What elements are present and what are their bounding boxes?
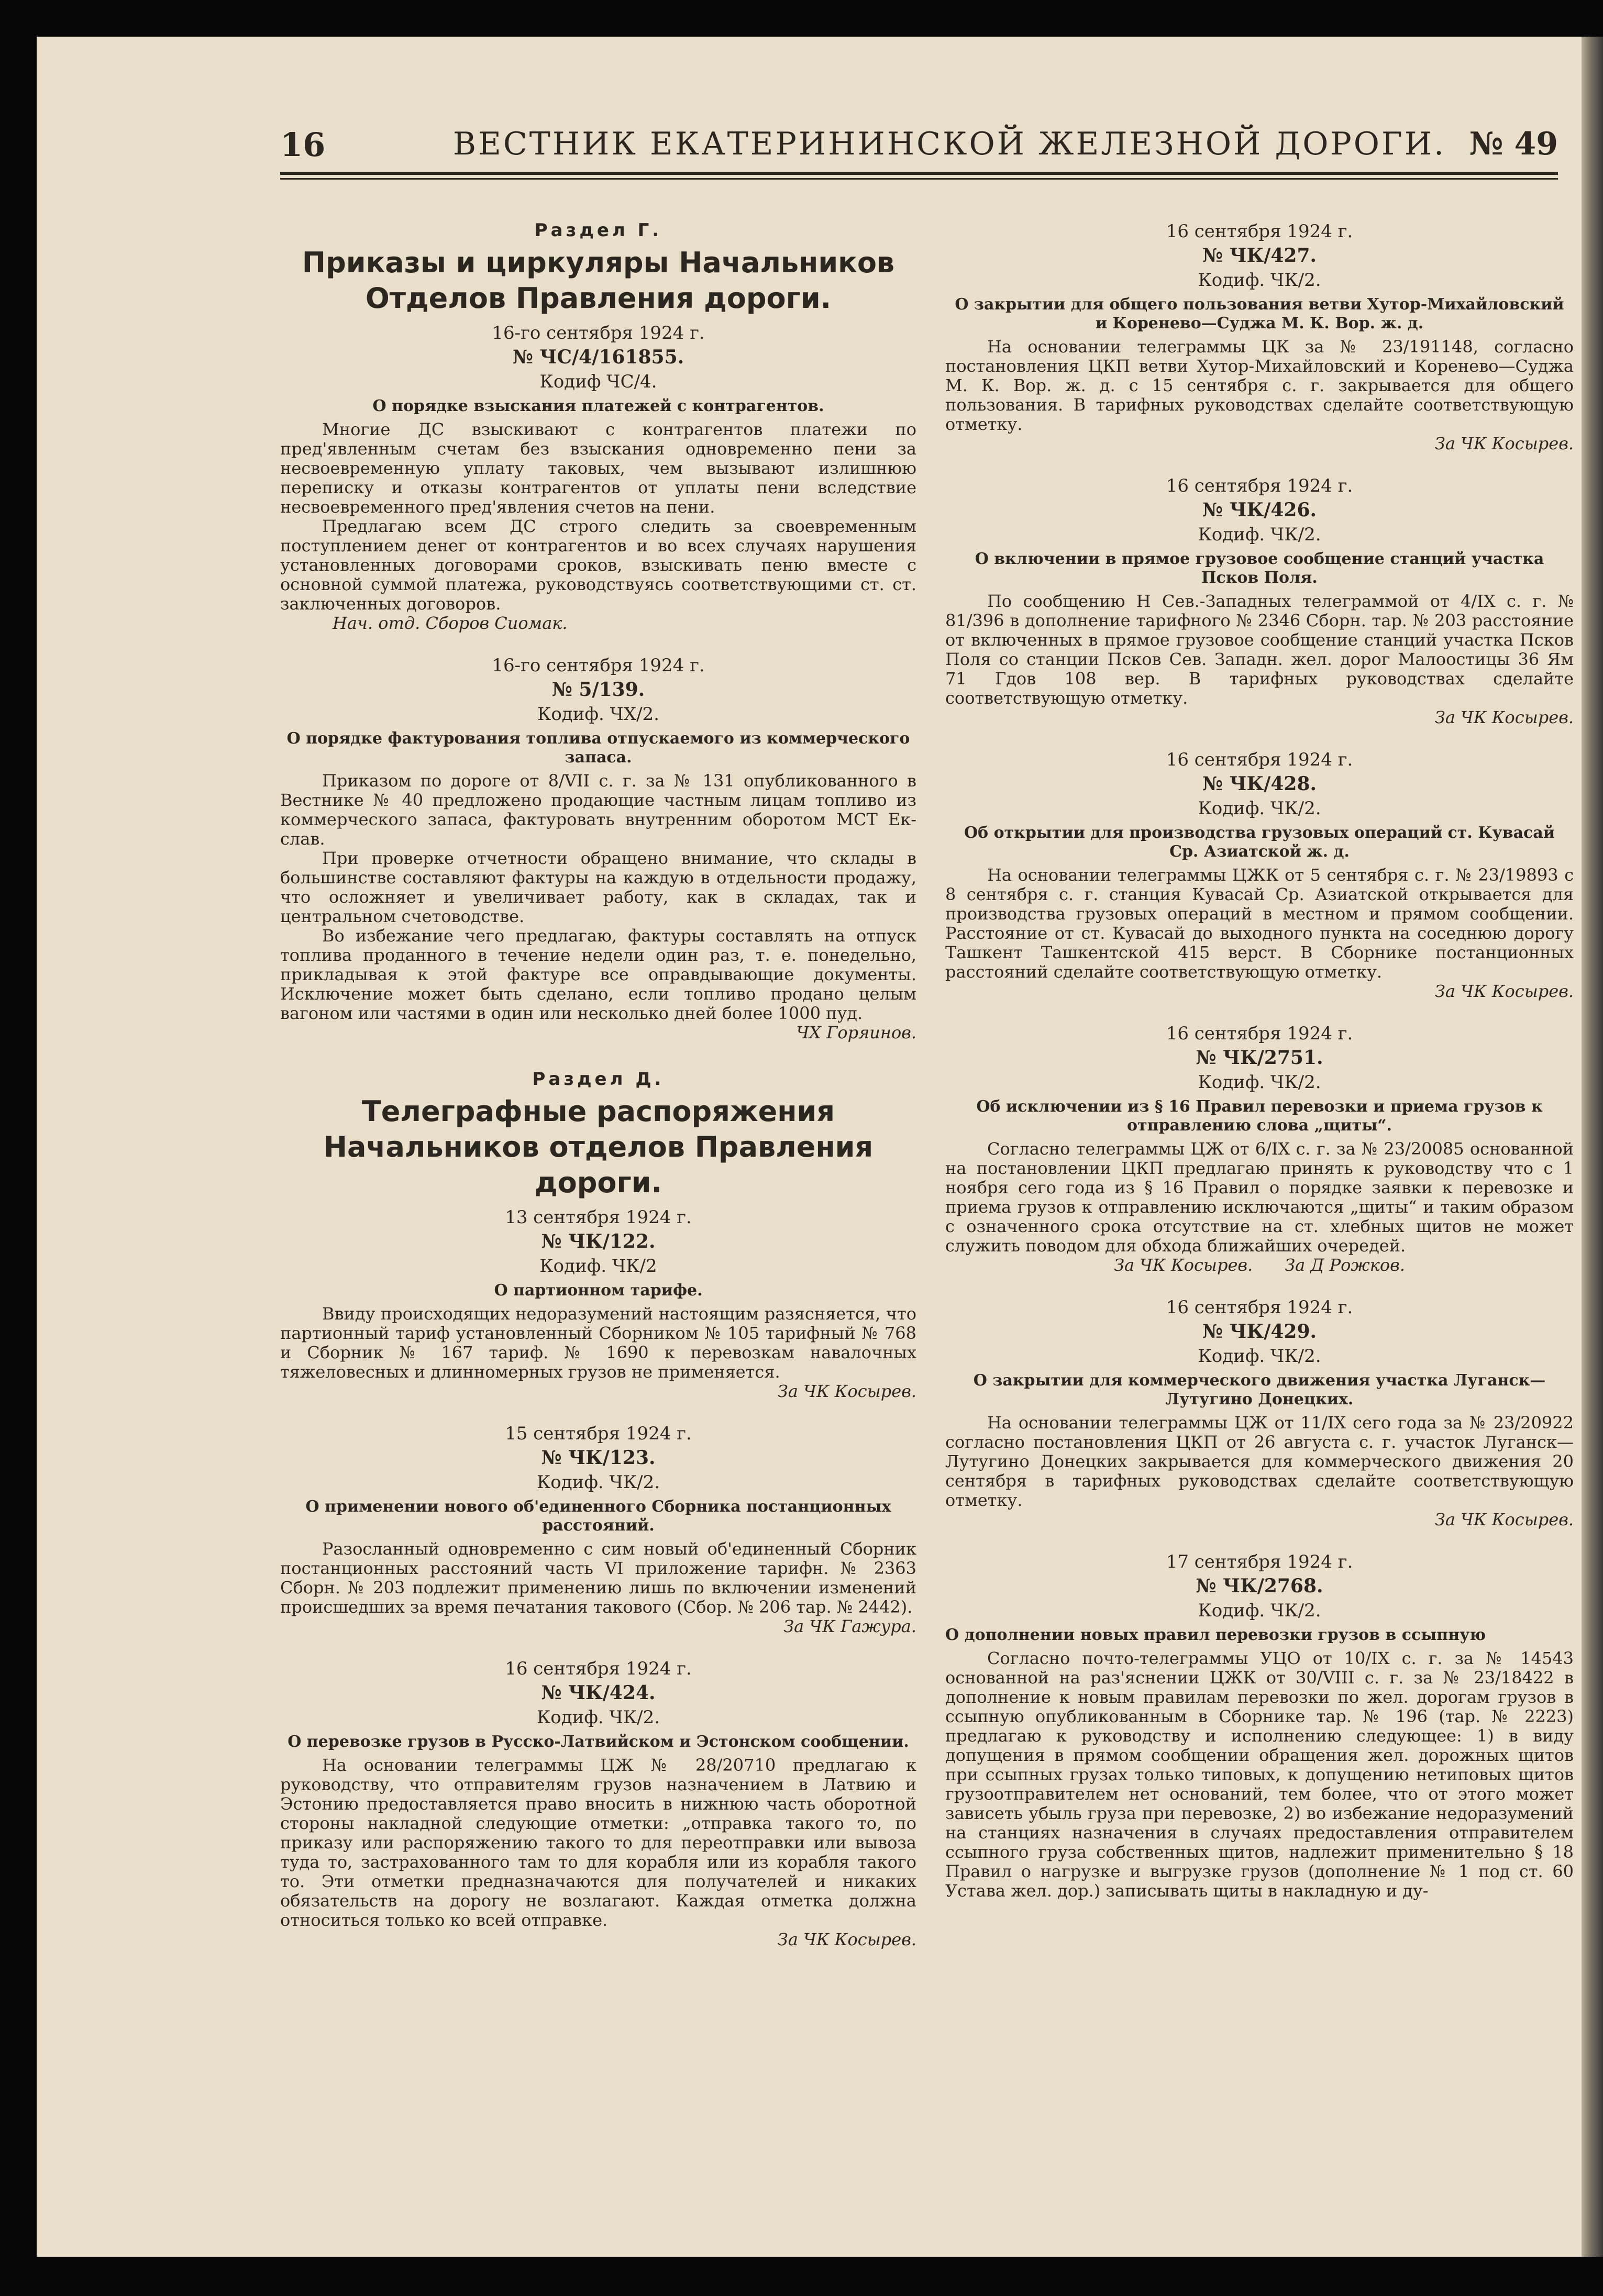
order-title: О закрытии для коммерческого движения участка Луганск—Лутугино Донецких. [973, 1371, 1546, 1408]
order-date: 16-го сентября 1924 г. [492, 655, 705, 676]
order-paragraph: Предлагаю всем ДС строго следить за своевременным поступлением денег от контрагентов и во всех случаях нарушения установленных договорами сроков, взыскивать пеню вместе с основной суммой платежа, руководствуясь соответствующими ст. ст. заключенных договоров. [280, 516, 916, 614]
order-date: 16 сентября 1924 г. [1166, 749, 1353, 770]
section-label: Раздел Д. [532, 1069, 665, 1090]
order-codif: Кодиф ЧС/4. [539, 371, 657, 392]
order-signature: ЧХ Горяинов. [796, 1023, 916, 1042]
order-title: Об открытии для производства грузовых операций ст. Кувасай Ср. Азиатской ж. д. [964, 824, 1555, 861]
order-codif: Кодиф. ЧК/2 [539, 1256, 657, 1277]
order-paragraph: Разосланный одновременно с сим новый об'единенный Сборник постанционных расстояний часть VI приложение тарифн. № 2363 Сборн. № 203 подлежит применению лишь по включении изменений происшедших за время печатания такового (Сбор. № 206 тар. № 2442). [280, 1539, 916, 1617]
order-number: № ЧК/424. [541, 1682, 656, 1704]
order-date: 16 сентября 1924 г. [1166, 1297, 1353, 1318]
order-date: 16 сентября 1924 г. [1166, 1023, 1353, 1044]
right-column [945, 220, 1574, 1901]
order-paragraph: Во избежание чего предлагаю, фактуры составлять на отпуск топлива проданного в течение недели один раз, т. е. понедельно, прикладывая к этой фактуре все оправдывающие документы. Исключение может быть сделано, если топливо продано целым вагоном или частями в один или несколько дней более 1000 пуд. [280, 926, 916, 1023]
order-signature: Нач. отд. Сборов Сиомак. [333, 613, 568, 633]
order-codif: Кодиф. ЧК/2. [536, 1472, 660, 1493]
order-item [945, 474, 1574, 727]
order-signature: За ЧК Гажура. [783, 1616, 916, 1636]
order-paragraph: На основании телеграммы ЦЖ от 11/IX сего года за № 23/20922 согласно постановления ЦКП от 26 августа с. г. участок Луганск—Лутугино Донецких закрывается для коммерческого движения 20 сентября в тарифных руководствах сделайте соответствующую отметку. [945, 1413, 1574, 1510]
order-codif: Кодиф. ЧК/2. [1198, 1072, 1321, 1093]
order-codif: Кодиф. ЧХ/2. [537, 704, 659, 725]
order-number: № ЧК/122. [541, 1230, 656, 1252]
order-number: № ЧС/4/161855. [512, 346, 684, 368]
order-number: № ЧК/123. [541, 1447, 656, 1469]
binding-edge [1582, 37, 1603, 2257]
order-item [280, 1206, 916, 1401]
order-codif: Кодиф. ЧК/2. [536, 1707, 660, 1728]
order-number: № 5/139. [551, 679, 645, 701]
page-number: 16 [280, 126, 326, 164]
order-title: Об исключении из § 16 Правил перевозки и приема грузов к отправлению слова „щиты“. [976, 1097, 1543, 1135]
order-signature: За ЧК Косырев. [777, 1381, 916, 1401]
order-signature: За ЧК Косырев. [1434, 1510, 1574, 1529]
order-title: О перевозке грузов в Русско-Латвийском и Эстонском сообщении. [288, 1733, 909, 1751]
order-paragraph: На основании телеграммы ЦК за № 23/191148, согласно постановления ЦКП ветви Хутор-Михайловский и Коренево—Суджа М. К. Вор. ж. д. с 15 сентября с. г. закрывается для общего пользования. В тарифных руководствах сделайте соответствующую отметку. [945, 337, 1574, 434]
order-item [280, 1657, 916, 1949]
order-paragraph: Ввиду происходящих недоразумений настоящим разясняется, что партионный тариф установленный Сборником № 105 тарифный № 768 и Сборник № 167 тариф. № 1690 к перевозкам навалочных тяжеловесных и длинномерных грузов не применяется. [280, 1304, 916, 1382]
order-title: О применении нового об'единенного Сборника постанционных расстояний. [305, 1498, 891, 1535]
order-item [280, 321, 916, 633]
order-paragraph: На основании телеграммы ЦЖ № 28/20710 предлагаю к руководству, что отправителям грузов назначением в Латвию и Эстонию предоставляется право вносить в нижнюю часть оборотной стороны накладной следующие отметки: „отправка такого то, по приказу или распоряжению такого то для переотправки или вывоза туда то, застрахованного там то для корабля или из корабля такого то. Эти отметки предназначаются для получателей и никаких обязательств на дорогу не возлагают. Каждая отметка должна относиться только ко всей отправке. [280, 1755, 916, 1930]
order-item [280, 654, 916, 1042]
order-date: 13 сентября 1924 г. [505, 1207, 692, 1228]
order-codif: Кодиф. ЧК/2. [1198, 524, 1321, 545]
order-signature: За ЧК Косырев. [777, 1929, 916, 1949]
order-codif: Кодиф. ЧК/2. [1198, 1346, 1321, 1367]
order-date: 16 сентября 1924 г. [505, 1658, 692, 1679]
order-paragraph: Приказом по дороге от 8/VII с. г. за № 131 опубликованного в Вестнике № 40 предложено продающие частным лицам топливо из коммерческого запаса, фактуровать внутренним оборотом МСТ Ек-слав. [280, 771, 916, 849]
order-title: О дополнении новых правил перевозки грузов в ссыпную [945, 1626, 1486, 1644]
order-item [945, 220, 1574, 453]
order-date: 16 сентября 1924 г. [1166, 221, 1353, 242]
order-title: О партионном тарифе. [494, 1281, 703, 1300]
order-item [280, 1422, 916, 1636]
order-codif: Кодиф. ЧК/2. [1198, 1600, 1321, 1621]
order-number: № ЧК/2768. [1196, 1575, 1323, 1597]
order-title: О порядке фактурования топлива отпускаемого из коммерческого запаса. [286, 729, 910, 767]
order-date: 15 сентября 1924 г. [505, 1423, 692, 1444]
order-paragraph: При проверке отчетности обращено внимание, что склады в большинстве составляют фактуры на каждую в отдельности продажу, что осложняет и увеличивает работу, как в складах, так и центральном счетоводстве. [280, 848, 916, 926]
order-number: № ЧК/426. [1202, 499, 1317, 521]
order-item [945, 1550, 1574, 1901]
order-title: О включении в прямое грузовое сообщение станций участка Псков Поля. [975, 550, 1544, 587]
order-signature: За ЧК Косырев. [1434, 707, 1574, 727]
order-title: О порядке взыскания платежей с контрагентов. [372, 397, 824, 415]
order-item [945, 1296, 1574, 1529]
page-header [280, 126, 1558, 183]
order-item [945, 1022, 1574, 1275]
order-number: № ЧК/429. [1202, 1321, 1317, 1343]
order-paragraph: На основании телеграммы ЦЖК от 5 сентября с. г. № 23/19893 с 8 сентября с. г. станция Кувасай Ср. Азиатской открывается для производства грузовых операций в местном и прямом сообщении. Расстояние от ст. Кувасай до выходного пункта на соседнюю дорогу Ташкент Ташкентской 415 верст. В Сборнике постанционных расстояний сделайте соответствующую отметку. [945, 865, 1574, 982]
order-number: № ЧК/427. [1202, 245, 1317, 267]
order-paragraph: Многие ДС взыскивают с контрагентов платежи по пред'явленным счетам без взыскания одновременно пени за несвоевременную уплату таковых, чем вызывают излишнюю переписку и отказы контрагентов от уплаты пени вследствие несвоевременного пред'явления счетов на пени. [280, 419, 916, 517]
newspaper-page [37, 37, 1603, 2257]
order-item [945, 748, 1574, 1001]
section-label: Раздел Г. [534, 220, 662, 241]
section-title: Телеграфные распоряжения Начальников отделов Правления дороги. [323, 1095, 874, 1199]
header-rule-thin [280, 178, 1558, 180]
order-signature: За ЧК Косырев. За Д Рожков. [1114, 1255, 1405, 1275]
header-rule [280, 172, 1558, 175]
order-date: 16-го сентября 1924 г. [492, 323, 705, 343]
journal-title: ВЕСТНИК ЕКАТЕРИНИНСКОЙ ЖЕЛЕЗНОЙ ДОРОГИ. [453, 126, 1446, 162]
order-codif: Кодиф. ЧК/2. [1198, 798, 1321, 819]
order-paragraph: Согласно почто-телеграммы УЦО от 10/IX с. г. за № 14543 основанной на раз'яснении ЦЖК от 30/VIII с. г. за № 23/18422 в дополнение к новым правилам перевозки по жел. дорогам грузов в ссыпную опубликованным в Сборнике тар. № 196 (тар. № 2223) предлагаю к руководству и исполнению следующее: 1) в виду допущения в прямом сообщении обращения жел. дорожных щитов при ссыпных грузах только типовых, к допущению нетиповых щитов грузоотправителем нет оснований, тем более, что от этого может зависеть убыль груза при перевозке, 2) во избежание недоразумений на станциях назначения в случаях предоставления отправителем ссыпного груза собственных щитов, надлежит применительно § 18 Правил о нагрузке и выгрузке грузов (дополнение № 1 под ст. 60 Устава жел. дор.) записывать щиты в накладную и ду- [945, 1648, 1574, 1901]
order-date: 17 сентября 1924 г. [1166, 1551, 1353, 1572]
order-codif: Кодиф. ЧК/2. [1198, 270, 1321, 291]
order-title: О закрытии для общего пользования ветви Хутор-Михайловский и Коренево—Суджа М. К. Вор. ж. д. [955, 295, 1564, 332]
left-column [280, 220, 916, 1949]
section-title: Приказы и циркуляры Начальников Отделов Правления дороги. [302, 246, 895, 315]
order-paragraph: По сообщению Н Сев.-Западных телеграммой от 4/IX с. г. № 81/396 в дополнение тарифного № 2346 Сборн. тар. № 203 расстояние от включенных в прямое грузовое сообщение станций участка Псков Поля со станции Псков Сев. Западн. жел. дорог Малоостицы 36 Ям 71 Гдов 108 вер. В тарифных руководствах сделайте соответствующую отметку. [945, 591, 1574, 708]
order-date: 16 сентября 1924 г. [1166, 475, 1353, 496]
order-number: № ЧК/428. [1202, 773, 1317, 795]
order-number: № ЧК/2751. [1196, 1047, 1323, 1069]
order-signature: За ЧК Косырев. [1434, 434, 1574, 453]
order-signature: За ЧК Косырев. [1434, 981, 1574, 1001]
order-paragraph: Согласно телеграммы ЦЖ от 6/IX с. г. за № 23/20085 основанной на постановлении ЦКП предлагаю принять к руководству что с 1 ноября сего года из § 16 Правил о порядке заявки к перевозке и приема грузов к отправлению исключаются „щиты“ и таким образом с означенного срока отсутствие на ст. хлебных щитов не может служить поводом для обхода ближайших очередей. [945, 1139, 1574, 1256]
issue-number: № 49 [1469, 126, 1558, 162]
